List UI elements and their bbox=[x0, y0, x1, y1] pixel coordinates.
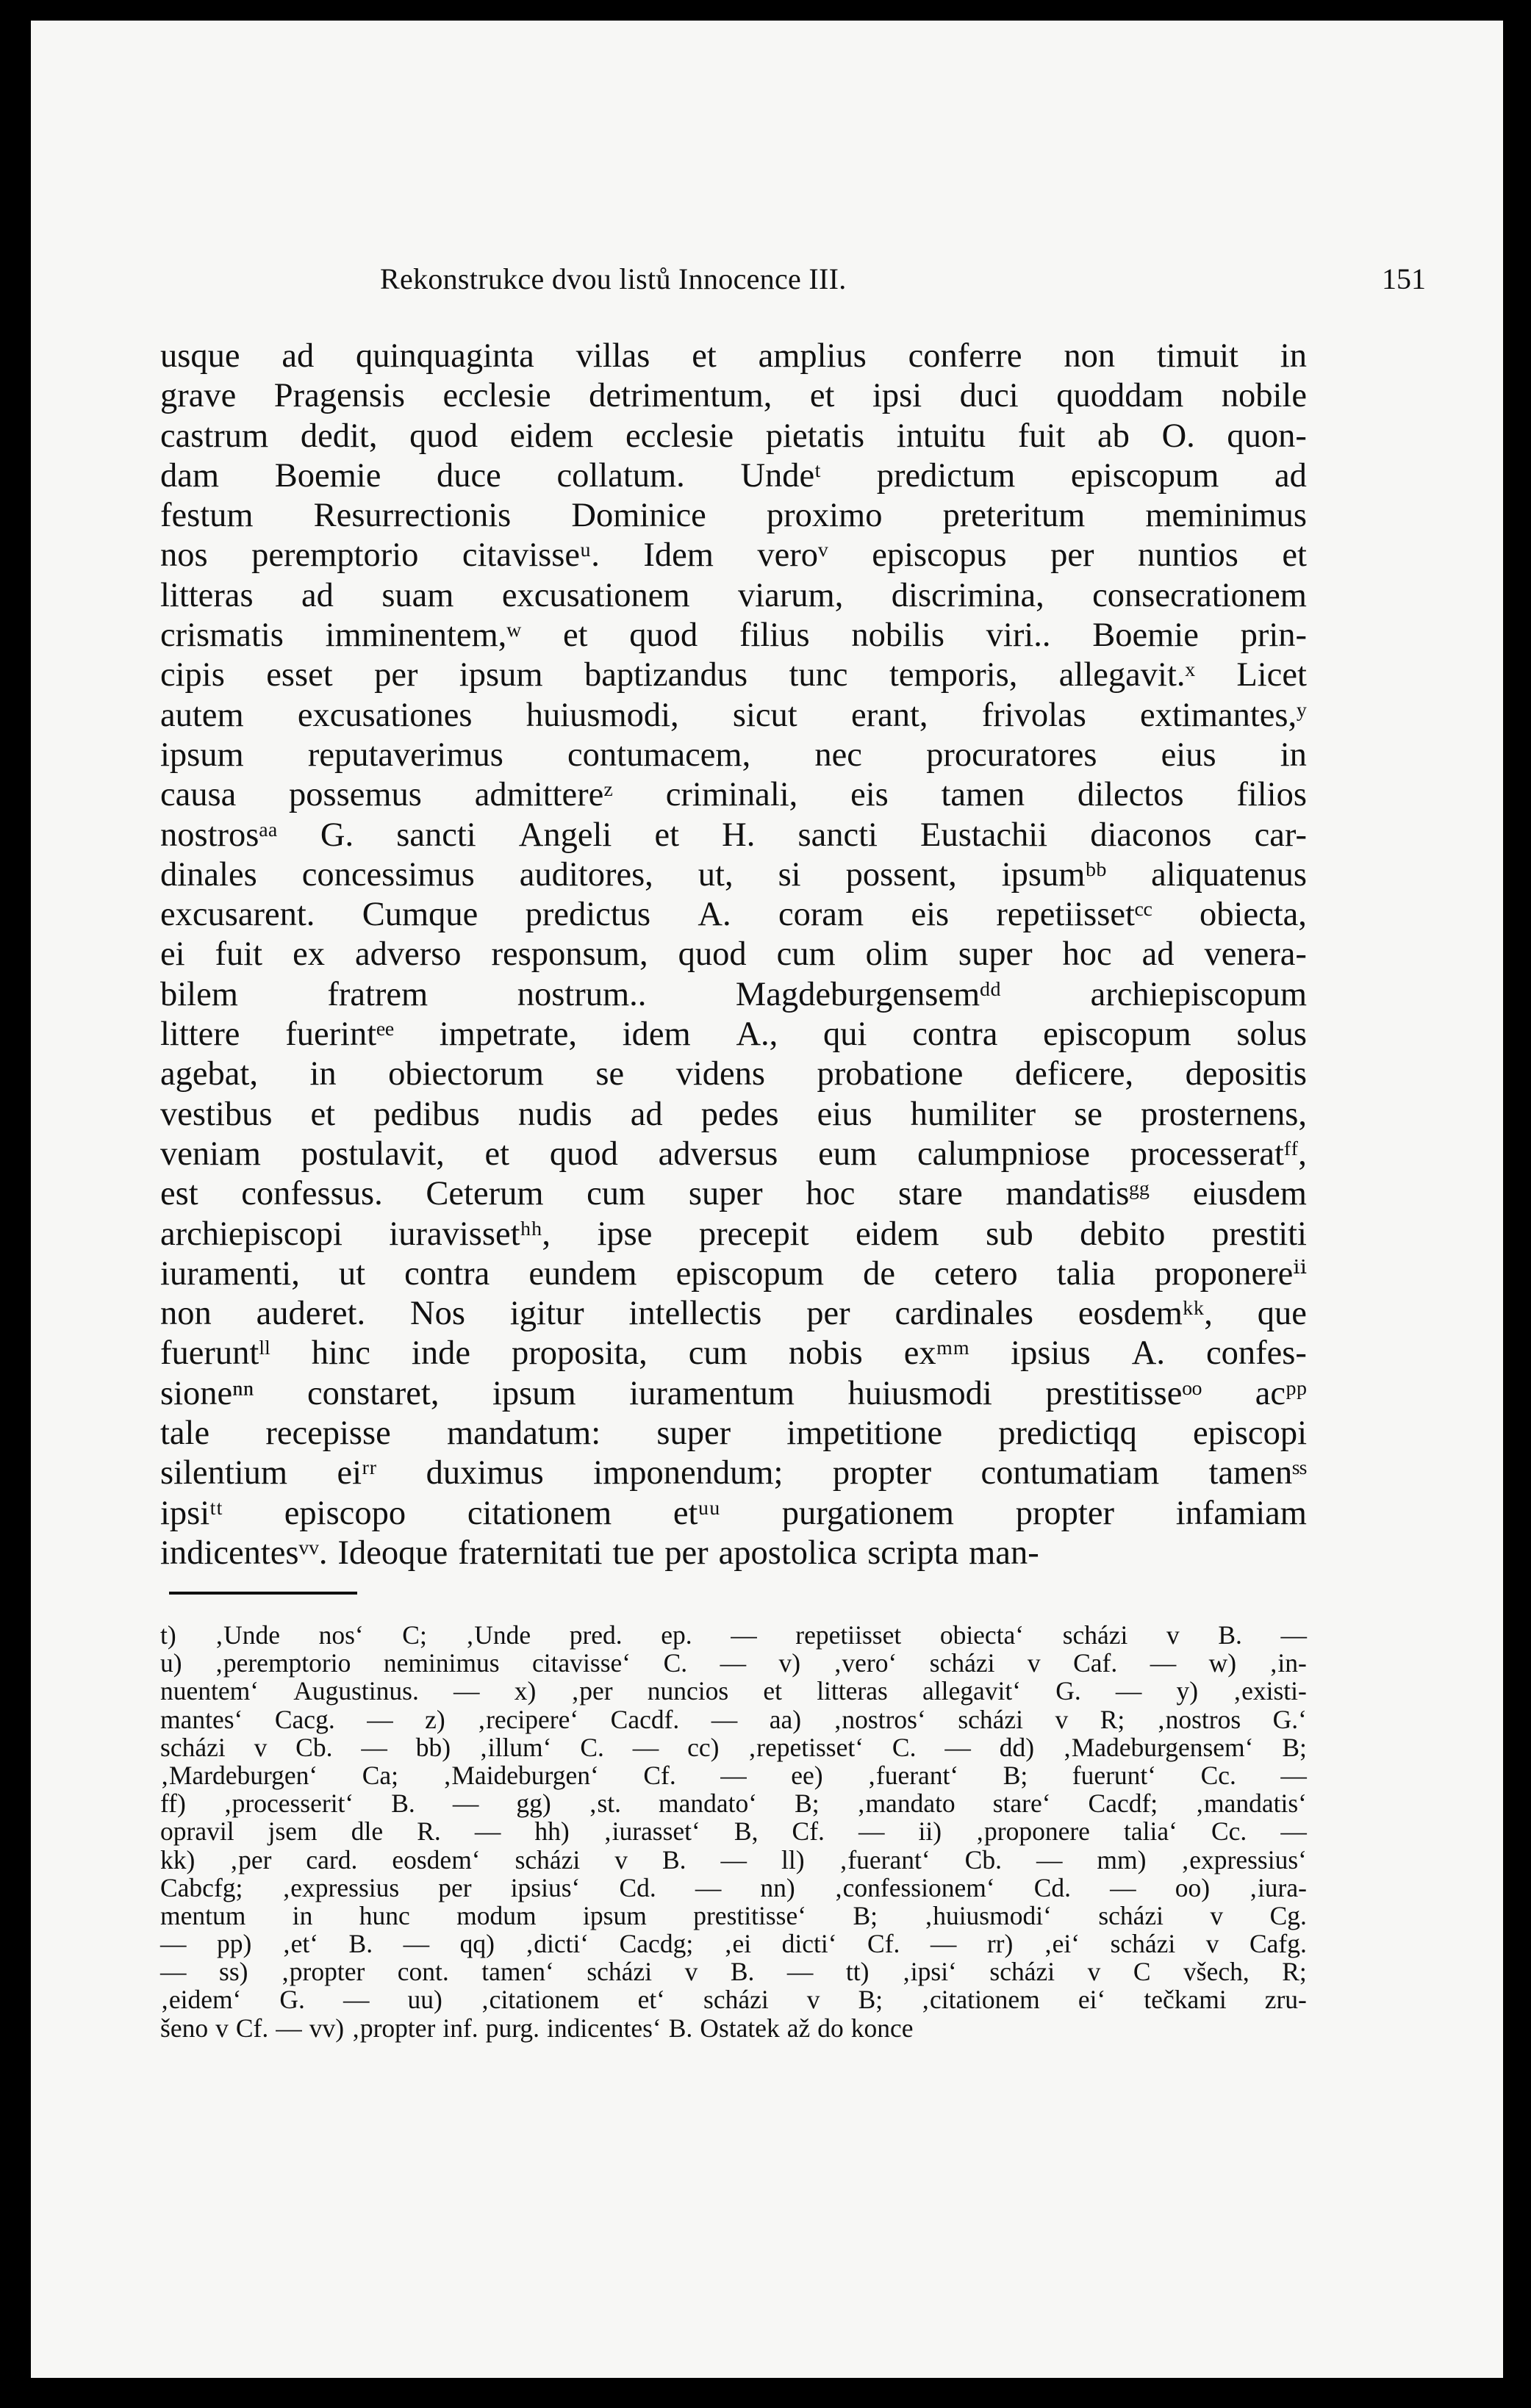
footnote-line: šeno v Cf. — vv) ‚propter inf. purg. indicentes‘ B. Ostatek až do konce bbox=[160, 2013, 914, 2043]
footnote-line: ff) ‚processerit‘ B. — gg) ‚st. mandato‘ B; ‚mandato stare‘ Cacdf; ‚mandatis‘ bbox=[160, 1789, 1307, 1819]
text-line: agebat, in obiectorum se videns probatione deficere, depositis bbox=[160, 1055, 1307, 1093]
footnote-rule bbox=[169, 1592, 357, 1595]
text-line: litteras ad suam excusationem viarum, discrimina, consecrationem bbox=[160, 576, 1307, 614]
running-header bbox=[163, 257, 1426, 301]
footnote-line: — pp) ‚et‘ B. — qq) ‚dicti‘ Cacdg; ‚ei dicti‘ Cf. — rr) ‚ei‘ scházi v Cafg. bbox=[160, 1929, 1307, 1959]
text-line: ei fuit ex adverso responsum, quod cum olim super hoc ad venera- bbox=[160, 935, 1307, 974]
text-line: usque ad quinquaginta villas et amplius conferre non timuit in bbox=[160, 337, 1307, 375]
page-number: 151 bbox=[1382, 262, 1426, 295]
text-line: veniam postulavit, et quod adversus eum calumpniose processeratᶠᶠ, bbox=[160, 1135, 1307, 1173]
text-line: autem excusationes huiusmodi, sicut erant, frivolas extimantes,ʸ bbox=[160, 696, 1307, 734]
text-line: nostrosᵃᵃ G. sancti Angeli et H. sancti Eustachii diaconos car- bbox=[160, 816, 1307, 854]
footnote-line: u) ‚peremptorio neminimus citavisse‘ C. — v) ‚vero‘ scházi v Caf. — w) ‚in- bbox=[160, 1648, 1307, 1678]
text-line: nos peremptorio citavisseᵘ. Idem veroᵛ episcopus per nuntios et bbox=[160, 536, 1307, 575]
text-line: dinales concessimus auditores, ut, si possent, ipsumᵇᵇ aliquatenus bbox=[160, 855, 1307, 894]
text-line: non auderet. Nos igitur intellectis per cardinales eosdemᵏᵏ, que bbox=[160, 1295, 1307, 1333]
text-line: indicentesᵛᵛ. Ideoque fraternitati tue per apostolica scripta man- bbox=[160, 1534, 1039, 1572]
footnote-line: nuentem‘ Augustinus. — x) ‚per nuncios et litteras allegavit‘ G. — y) ‚existi- bbox=[160, 1676, 1307, 1706]
running-title: Rekonstrukce dvou listů Innocence III. bbox=[380, 262, 847, 295]
footnote-line: Cabcfg; ‚expressius per ipsius‘ Cd. — nn) ‚confessionem‘ Cd. — oo) ‚iura- bbox=[160, 1872, 1307, 1902]
text-line: crismatis imminentem,ʷ et quod filius nobilis viri.. Boemie prin- bbox=[160, 617, 1307, 655]
footnote-line: — ss) ‚propter cont. tamen‘ scházi v B. — tt) ‚ipsi‘ scházi v C všech, R; bbox=[160, 1957, 1307, 1987]
text-line: grave Pragensis ecclesie detrimentum, et ipsi duci quoddam nobile bbox=[160, 377, 1307, 415]
footnote-line: scházi v Cb. — bb) ‚illum‘ C. — cc) ‚repetisset‘ C. — dd) ‚Madeburgensem‘ B; bbox=[160, 1732, 1307, 1762]
text-line: ipsum reputaverimus contumacem, nec procuratores eius in bbox=[160, 736, 1307, 774]
page bbox=[31, 21, 1503, 2378]
body-text bbox=[160, 337, 1307, 1573]
text-line: est confessus. Ceterum cum super hoc stare mandatisᵍᵍ eiusdem bbox=[160, 1175, 1307, 1213]
text-line: cipis esset per ipsum baptizandus tunc temporis, allegavit.ˣ Licet bbox=[160, 656, 1307, 694]
footnote-line: mentum in hunc modum ipsum prestitisse‘ B; ‚huiusmodi‘ scházi v Cg. bbox=[160, 1900, 1307, 1930]
text-line: causa possemus admittereᶻ criminali, eis tamen dilectos filios bbox=[160, 776, 1307, 814]
text-line: tale recepisse mandatum: super impetitione predictiqq episcopi bbox=[160, 1415, 1307, 1453]
footnote-line: opravil jsem dle R. — hh) ‚iurasset‘ B, Cf. — ii) ‚proponere talia‘ Cc. — bbox=[160, 1816, 1307, 1847]
text-line: bilem fratrem nostrum.. Magdeburgensemᵈᵈ archiepiscopum bbox=[160, 975, 1307, 1013]
text-line: ipsiᵗᵗ episcopo citationem etᵘᵘ purgationem propter infamiam bbox=[160, 1494, 1307, 1532]
text-line: vestibus et pedibus nudis ad pedes eius humiliter se prosternens, bbox=[160, 1095, 1307, 1133]
text-line: littere fuerintᵉᵉ impetrate, idem A., qui contra episcopum solus bbox=[160, 1016, 1307, 1054]
footnote-line: t) ‚Unde nos‘ C; ‚Unde pred. ep. — repetiisset obiecta‘ scházi v B. — bbox=[160, 1620, 1307, 1650]
text-line: sioneⁿⁿ constaret, ipsum iuramentum huiusmodi prestitisseᵒᵒ acᵖᵖ bbox=[160, 1374, 1307, 1412]
footnote-line: ‚Mardeburgen‘ Ca; ‚Maideburgen‘ Cf. — ee) ‚fuerant‘ B; fuerunt‘ Cc. — bbox=[160, 1760, 1307, 1790]
text-line: silentium eiʳʳ duximus imponendum; propter contumatiam tamenˢˢ bbox=[160, 1454, 1307, 1492]
text-line: excusarent. Cumque predictus A. coram eis repetiissetᶜᶜ obiecta, bbox=[160, 896, 1307, 934]
text-line: fueruntˡˡ hinc inde proposita, cum nobis exᵐᵐ ipsius A. confes- bbox=[160, 1334, 1307, 1373]
footnotes bbox=[160, 1621, 1307, 2042]
text-line: castrum dedit, quod eidem ecclesie pietatis intuitu fuit ab O. quon- bbox=[160, 417, 1307, 455]
text-line: iuramenti, ut contra eundem episcopum de cetero talia proponereⁱⁱ bbox=[160, 1254, 1307, 1293]
footnote-line: mantes‘ Cacg. — z) ‚recipere‘ Cacdf. — aa) ‚nostros‘ scházi v R; ‚nostros G.‘ bbox=[160, 1704, 1307, 1734]
text-line: dam Boemie duce collatum. Undeᵗ predictum episcopum ad bbox=[160, 456, 1307, 495]
footnote-line: kk) ‚per card. eosdem‘ scházi v B. — ll) ‚fuerant‘ Cb. — mm) ‚expressius‘ bbox=[160, 1844, 1307, 1875]
footnote-line: ‚eidem‘ G. — uu) ‚citationem et‘ scházi v B; ‚citationem ei‘ tečkami zru- bbox=[160, 1985, 1307, 2015]
text-line: festum Resurrectionis Dominice proximo preteritum meminimus bbox=[160, 497, 1307, 535]
text-line: archiepiscopi iuravissetʰʰ, ipse precepit eidem sub debito prestiti bbox=[160, 1215, 1307, 1253]
